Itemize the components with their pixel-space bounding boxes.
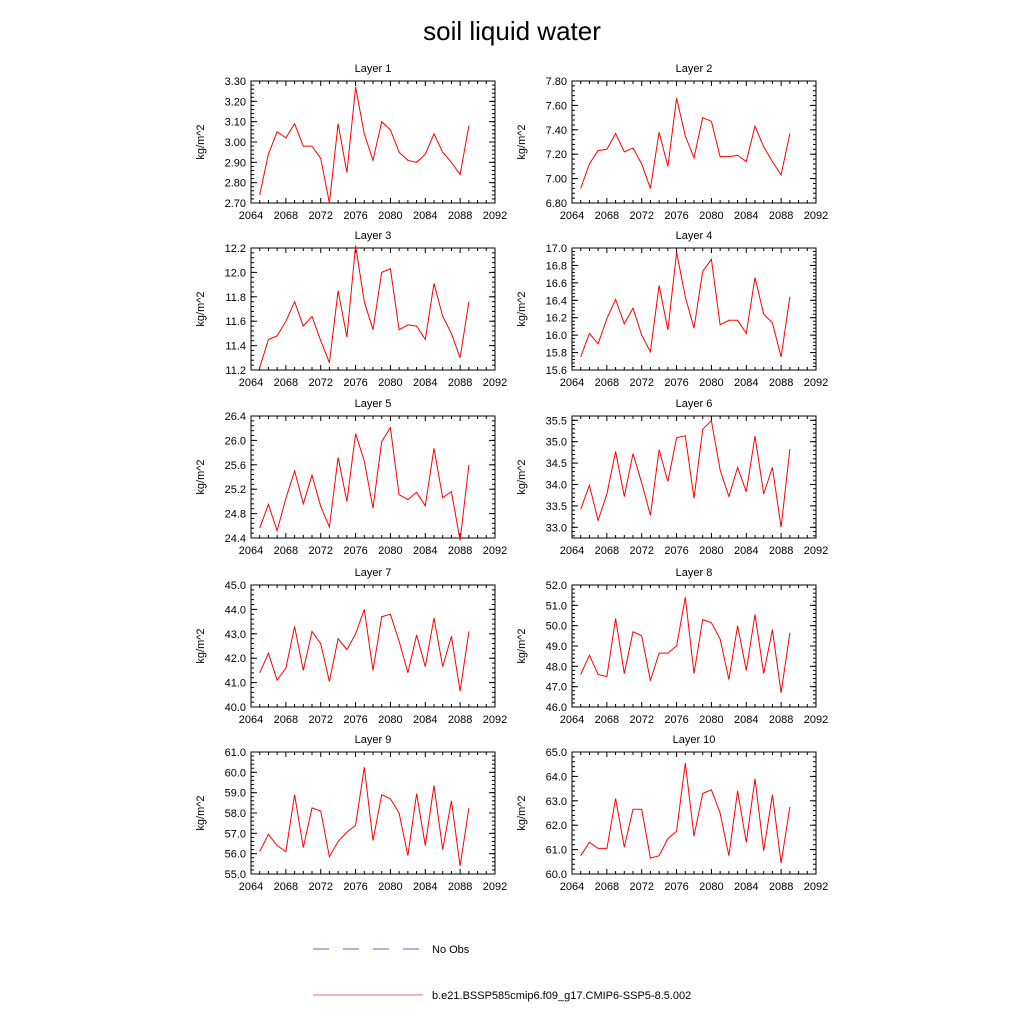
figure-title: soil liquid water	[423, 16, 601, 46]
x-tick-label: 2076	[343, 545, 368, 557]
y-tick-label: 16.8	[545, 260, 567, 273]
x-tick-label: 2076	[343, 714, 368, 726]
y-tick-label: 6.80	[545, 198, 567, 210]
x-tick-label: 2084	[413, 377, 438, 389]
series-line-1	[581, 98, 790, 188]
y-tick-label: 16.6	[545, 277, 567, 290]
x-tick-label: 2064	[238, 714, 264, 726]
x-tick-label: 2092	[803, 545, 829, 557]
y-tick-label: 56.0	[224, 848, 246, 861]
x-tick-label: 2092	[482, 377, 508, 389]
y-tick-label: 61.0	[224, 747, 246, 759]
series-line-1	[581, 597, 790, 693]
y-tick-label: 42.0	[224, 653, 246, 666]
y-tick-label: 60.0	[545, 869, 567, 881]
series-line-1	[581, 763, 790, 863]
x-tick-label: 2072	[308, 210, 333, 222]
x-tick-label: 2068	[594, 881, 620, 893]
x-tick-label: 2064	[559, 545, 585, 557]
x-tick-label: 2072	[629, 545, 654, 557]
y-tick-label: 16.2	[545, 312, 567, 325]
y-axis-label: kg/m^2	[516, 459, 528, 495]
y-tick-label: 11.6	[225, 316, 246, 329]
y-tick-label: 3.20	[224, 96, 246, 109]
y-tick-label: 52.0	[545, 580, 567, 592]
y-tick-label: 7.20	[545, 149, 567, 162]
series-line-1	[581, 421, 790, 528]
x-tick-label: 2088	[447, 714, 473, 726]
x-tick-label: 2064	[238, 377, 264, 389]
x-tick-label: 2092	[482, 545, 508, 557]
x-tick-label: 2076	[664, 714, 689, 726]
x-tick-label: 2088	[447, 881, 473, 893]
y-tick-label: 15.8	[545, 347, 567, 360]
series-line-1	[581, 252, 790, 357]
legend	[313, 944, 691, 1002]
x-tick-label: 2072	[308, 545, 333, 557]
y-tick-label: 65.0	[545, 747, 567, 759]
x-tick-label: 2076	[664, 210, 689, 222]
y-tick-label: 25.6	[224, 459, 246, 472]
panel-layer-5	[195, 398, 507, 557]
x-tick-label: 2088	[768, 714, 794, 726]
plot-frame	[572, 585, 816, 707]
y-tick-label: 33.0	[545, 522, 567, 535]
x-tick-label: 2076	[664, 377, 689, 389]
y-axis-label: kg/m^2	[195, 795, 207, 831]
y-axis-label: kg/m^2	[195, 459, 207, 495]
panel-title: Layer 1	[354, 63, 392, 75]
y-tick-label: 33.5	[545, 500, 567, 513]
x-tick-label: 2076	[343, 377, 368, 389]
y-axis-label: kg/m^2	[516, 291, 528, 327]
x-tick-label: 2092	[482, 210, 508, 222]
panel-title: Layer 6	[675, 398, 713, 410]
panel-title: Layer 5	[354, 398, 392, 410]
panel-title: Layer 8	[675, 567, 713, 579]
panel-layer-8	[516, 567, 828, 726]
plot-frame	[572, 752, 816, 874]
x-tick-label: 2080	[699, 545, 724, 557]
series-line-1	[260, 609, 469, 691]
x-tick-label: 2072	[629, 714, 654, 726]
series-line-1	[260, 767, 469, 866]
panel-title: Layer 10	[672, 734, 716, 746]
x-tick-label: 2080	[699, 714, 724, 726]
x-tick-label: 2084	[413, 545, 438, 557]
panels	[195, 63, 828, 893]
y-tick-label: 48.0	[545, 661, 567, 674]
x-tick-label: 2068	[273, 714, 299, 726]
y-tick-label: 34.5	[545, 458, 567, 471]
x-tick-label: 2084	[734, 210, 759, 222]
y-tick-label: 40.0	[224, 702, 246, 714]
panel-layer-10	[516, 734, 828, 893]
y-axis-label: kg/m^2	[516, 124, 528, 160]
y-tick-label: 17.0	[545, 243, 567, 255]
x-tick-label: 2088	[768, 881, 794, 893]
y-tick-label: 15.6	[545, 365, 567, 377]
panel-title: Layer 7	[354, 567, 392, 579]
x-tick-label: 2068	[273, 210, 299, 222]
y-tick-label: 11.8	[225, 291, 246, 304]
series-line-1	[260, 428, 469, 541]
y-tick-label: 63.0	[545, 795, 567, 808]
y-tick-label: 44.0	[224, 604, 246, 617]
x-tick-label: 2072	[629, 881, 654, 893]
x-tick-label: 2080	[378, 545, 403, 557]
x-tick-label: 2072	[629, 377, 654, 389]
x-tick-label: 2072	[308, 377, 333, 389]
y-tick-label: 7.60	[545, 100, 567, 113]
y-tick-label: 3.00	[224, 137, 246, 149]
x-tick-label: 2084	[413, 210, 438, 222]
y-tick-label: 24.8	[224, 508, 246, 521]
y-tick-label: 7.00	[545, 173, 567, 186]
y-axis-label: kg/m^2	[195, 291, 207, 327]
y-tick-label: 62.0	[545, 820, 567, 833]
panel-layer-9	[195, 734, 507, 893]
y-tick-label: 43.0	[224, 628, 246, 641]
x-tick-label: 2068	[594, 377, 620, 389]
x-tick-label: 2092	[803, 714, 829, 726]
y-tick-label: 2.80	[224, 177, 246, 190]
x-tick-label: 2076	[343, 881, 368, 893]
y-tick-label: 47.0	[545, 681, 567, 694]
x-tick-label: 2088	[447, 210, 473, 222]
x-tick-label: 2064	[559, 210, 585, 222]
x-tick-label: 2084	[413, 714, 438, 726]
x-tick-label: 2080	[378, 377, 403, 389]
y-axis-label: kg/m^2	[516, 628, 528, 664]
x-tick-label: 2092	[803, 881, 829, 893]
y-axis-label: kg/m^2	[195, 124, 207, 160]
y-tick-label: 46.0	[545, 702, 567, 714]
x-tick-label: 2064	[559, 881, 585, 893]
x-tick-label: 2088	[447, 545, 473, 557]
x-tick-label: 2080	[699, 377, 724, 389]
x-tick-label: 2064	[559, 377, 585, 389]
panel-layer-3	[195, 230, 507, 389]
y-tick-label: 26.4	[224, 411, 246, 423]
y-tick-label: 35.5	[545, 415, 567, 428]
y-tick-label: 3.10	[224, 116, 246, 129]
y-tick-label: 34.0	[545, 479, 567, 492]
x-tick-label: 2084	[734, 714, 759, 726]
x-tick-label: 2080	[378, 210, 403, 222]
x-tick-label: 2068	[273, 545, 299, 557]
panel-layer-4	[516, 230, 828, 389]
x-tick-label: 2080	[378, 714, 403, 726]
y-tick-label: 7.40	[545, 124, 567, 137]
legend-model-label: b.e21.BSSP585cmip6.f09_g17.CMIP6-SSP5-8.5.002	[432, 990, 692, 1002]
series-line-1	[260, 87, 469, 203]
y-tick-label: 16.4	[545, 295, 567, 308]
plot-frame	[572, 81, 816, 203]
x-tick-label: 2088	[768, 210, 794, 222]
x-tick-label: 2080	[699, 881, 724, 893]
x-tick-label: 2076	[664, 881, 689, 893]
x-tick-label: 2064	[559, 714, 585, 726]
y-tick-label: 16.0	[545, 330, 567, 343]
y-tick-label: 61.0	[545, 844, 567, 857]
y-tick-label: 35.0	[545, 436, 567, 449]
x-tick-label: 2064	[238, 881, 264, 893]
y-axis-label: kg/m^2	[516, 795, 528, 831]
x-tick-label: 2068	[594, 210, 620, 222]
y-tick-label: 11.2	[225, 365, 246, 377]
x-tick-label: 2084	[734, 881, 759, 893]
y-tick-label: 57.0	[224, 828, 246, 841]
x-tick-label: 2088	[768, 377, 794, 389]
x-tick-label: 2072	[308, 881, 333, 893]
x-tick-label: 2072	[308, 714, 333, 726]
x-tick-label: 2088	[447, 377, 473, 389]
y-tick-label: 24.4	[224, 533, 246, 545]
y-tick-label: 3.30	[224, 76, 246, 88]
y-tick-label: 25.2	[224, 484, 246, 497]
y-tick-label: 51.0	[545, 600, 567, 613]
x-tick-label: 2068	[273, 881, 299, 893]
series-line-1	[260, 246, 469, 368]
plot-frame	[572, 416, 816, 538]
x-tick-label: 2064	[238, 545, 264, 557]
y-tick-label: 7.80	[545, 76, 567, 88]
x-tick-label: 2072	[629, 210, 654, 222]
y-tick-label: 50.0	[545, 620, 567, 633]
panel-title: Layer 4	[675, 230, 713, 242]
x-tick-label: 2084	[734, 545, 759, 557]
y-tick-label: 55.0	[224, 869, 246, 881]
y-tick-label: 45.0	[224, 580, 246, 592]
panel-layer-2	[516, 63, 828, 222]
y-tick-label: 60.0	[224, 767, 246, 780]
x-tick-label: 2076	[664, 545, 689, 557]
y-tick-label: 12.0	[224, 267, 246, 280]
x-tick-label: 2076	[343, 210, 368, 222]
y-tick-label: 2.70	[224, 198, 246, 210]
y-tick-label: 11.4	[225, 340, 246, 353]
x-tick-label: 2084	[413, 881, 438, 893]
y-tick-label: 41.0	[224, 677, 246, 690]
y-tick-label: 2.90	[224, 157, 246, 170]
y-tick-label: 12.2	[224, 243, 246, 255]
x-tick-label: 2084	[734, 377, 759, 389]
plot-frame	[251, 585, 495, 707]
panel-title: Layer 9	[354, 734, 392, 746]
x-tick-label: 2092	[803, 377, 829, 389]
y-tick-label: 49.0	[545, 641, 567, 653]
x-tick-label: 2068	[594, 545, 620, 557]
x-tick-label: 2068	[273, 377, 299, 389]
panel-layer-7	[195, 567, 507, 726]
legend-no-obs-label: No Obs	[432, 944, 470, 956]
x-tick-label: 2080	[699, 210, 724, 222]
x-tick-label: 2064	[238, 210, 264, 222]
panel-layer-6	[516, 398, 828, 557]
y-tick-label: 58.0	[224, 808, 246, 820]
y-axis-label: kg/m^2	[195, 628, 207, 664]
panel-title: Layer 2	[675, 63, 713, 75]
panel-title: Layer 3	[354, 230, 392, 242]
y-tick-label: 26.0	[224, 435, 246, 448]
plot-frame	[251, 416, 495, 538]
y-tick-label: 59.0	[224, 787, 246, 800]
x-tick-label: 2088	[768, 545, 794, 557]
x-tick-label: 2092	[482, 714, 508, 726]
x-tick-label: 2092	[482, 881, 508, 893]
x-tick-label: 2080	[378, 881, 403, 893]
panel-layer-1	[195, 63, 507, 222]
x-tick-label: 2092	[803, 210, 829, 222]
x-tick-label: 2068	[594, 714, 620, 726]
y-tick-label: 64.0	[545, 771, 567, 784]
plot-frame	[251, 81, 495, 203]
